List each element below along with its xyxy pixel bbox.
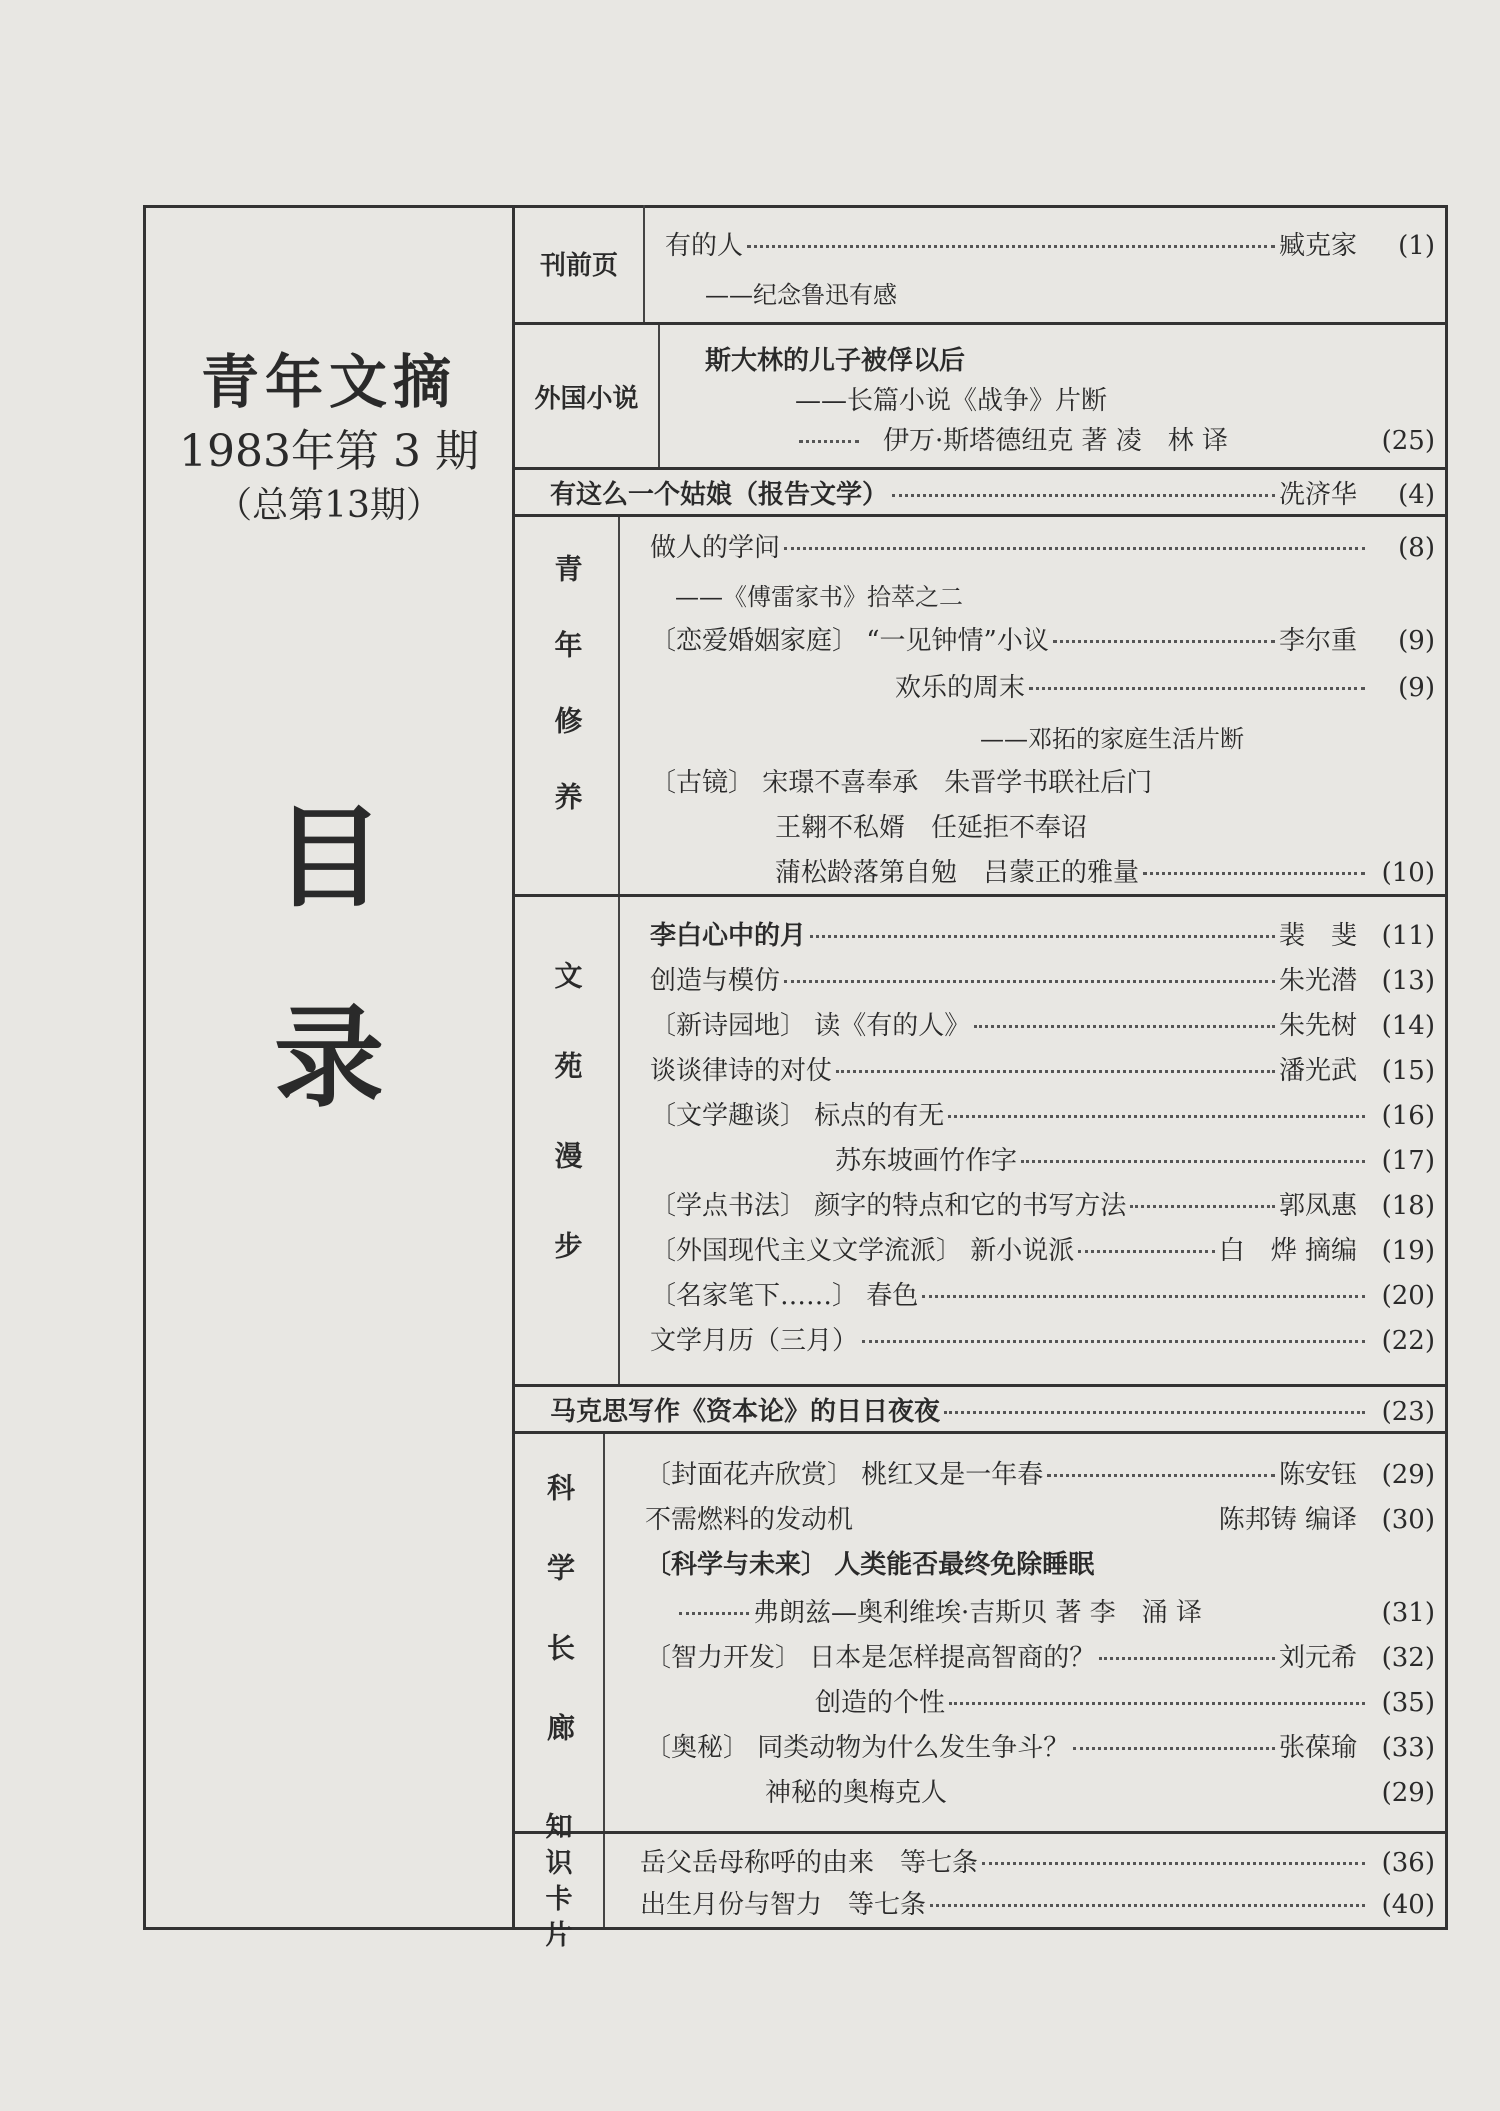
entry-author: 张葆瑜 [1278,1733,1357,1763]
entry-title: 有这么一个姑娘（报告文学） [550,479,889,509]
toc-entry[interactable] [650,1320,1435,1360]
entry-title: 王翱不私婿 任延拒不奉诏 [775,813,1088,843]
entry-page: (31) [1381,1598,1435,1628]
entry-author: 白 烨 摘编 [1218,1236,1357,1266]
entry-subtitle: ——纪念鲁迅有感 [705,281,897,309]
leader-dots [1029,687,1365,690]
entry-page: (36) [1381,1848,1435,1878]
entry-page: (40) [1381,1890,1435,1920]
section-label [515,1434,605,1831]
toc-entry[interactable] [650,1230,1435,1270]
magazine-title: 青年文摘 [200,350,457,415]
leader-dots [1143,872,1365,875]
entry-page: (23) [1381,1397,1435,1427]
toc-entry[interactable] [815,1682,1435,1722]
entry-page: (29) [1381,1460,1435,1490]
toc-entry-credit [675,1592,1435,1632]
entry-author: 臧克家 [1278,231,1357,261]
entry-title: 〔智力开发〕 日本是怎样提高智商的？ [645,1643,1096,1673]
toc-entry[interactable] [650,762,1435,802]
entry-title: 苏东坡画竹作字 [835,1146,1018,1176]
leader-dots [1130,1205,1275,1208]
entry-author: 弗朗兹—奥利维埃·吉斯贝 著 李 涌 译 [753,1598,1203,1628]
section-wenyuan [515,897,1445,1387]
leader-dots [862,1340,1365,1343]
leader-dots [982,1862,1365,1865]
entry-author: 李尔重 [1278,626,1357,656]
toc-entry-credit [795,420,1435,460]
section-label [515,897,620,1384]
entry-title: 〔学点书法〕 颜字的特点和它的书写方法 [650,1191,1127,1221]
leader-dots [974,1025,1275,1028]
section-label: 刊前页 [515,205,645,322]
toc-entry[interactable] [650,915,1435,955]
toc-entry[interactable] [650,1185,1435,1225]
entry-title: 〔恋爱婚姻家庭〕 “一见钟情”小议 [650,626,1049,656]
entry-page: (15) [1381,1056,1435,1086]
total-issue: （总第13期） [216,485,442,526]
toc-entry[interactable] [650,1095,1435,1135]
entry-title: 〔古镜〕 宋璟不喜奉承 朱晋学书联社后门 [650,768,1153,798]
entry-author: 伊万·斯塔德纽克 著 凌 林 译 [883,426,1229,456]
entry-author: 郭凤惠 [1278,1191,1357,1221]
entry-title: 马克思写作《资本论》的日日夜夜 [550,1396,941,1426]
entry-author: 裴 斐 [1278,921,1357,951]
toc-entry[interactable] [650,960,1435,1000]
entry-title: 有的人 [665,231,744,261]
entry-title: 不需燃料的发动机 [645,1505,854,1535]
entry-page: (10) [1381,858,1435,888]
section-makesi [515,1387,1445,1434]
section-label-text: 文苑漫步 [551,960,583,1321]
entry-title: 文学月历（三月） [650,1326,859,1356]
leader-dots [922,1295,1365,1298]
leader-dots [1073,1747,1275,1750]
heading-lu: 录 [274,997,384,1120]
entry-author: 朱先树 [1278,1011,1357,1041]
section-xiuyang [515,517,1445,897]
toc-entry[interactable] [665,225,1435,265]
heading-mu: 目 [274,797,384,920]
entry-page: (30) [1381,1505,1435,1535]
toc-entry[interactable] [650,527,1435,567]
entry-title: 蒲松龄落第自勉 吕蒙正的雅量 [775,858,1140,888]
section-label: 知识卡片 [515,1834,605,1927]
entry-page: (19) [1381,1236,1435,1266]
entry-title: 〔新诗园地〕 读《有的人》 [650,1011,971,1041]
toc-entry[interactable] [640,1884,1435,1924]
toc-entry[interactable] [645,1727,1435,1767]
leader-dots [1047,1474,1275,1477]
entry-author: 潘光武 [1278,1056,1357,1086]
entry-title: 斯大林的儿子被俘以后 [705,345,966,375]
entry-page: (9) [1398,673,1435,703]
section-zhishi [515,1811,1445,1950]
entry-title: 〔封面花卉欣赏〕 桃红又是一年春 [645,1460,1044,1490]
toc-entry[interactable] [650,1005,1435,1045]
entry-title: 创造的个性 [815,1688,946,1718]
leader-dots [892,494,1275,497]
entry-page: (22) [1381,1326,1435,1356]
entry-page: (17) [1381,1146,1435,1176]
leader-dots [930,1904,1365,1907]
entry-title: 创造与模仿 [650,966,781,996]
entry-page: (16) [1381,1101,1435,1131]
toc-entry[interactable] [640,1842,1435,1882]
entry-author: 朱光潜 [1278,966,1357,996]
leader-dots [810,935,1275,938]
toc-entry[interactable] [765,1772,1435,1812]
toc-entry[interactable] [705,340,1435,380]
leader-dots [679,1612,749,1615]
leader-dots [784,547,1365,550]
entry-title: 神秘的奥梅克人 [765,1778,948,1808]
section-guniang [515,470,1445,517]
entry-title: 〔科学与未来〕 人类能否最终免除睡眠 [645,1549,1095,1579]
leader-dots [1021,1160,1365,1163]
entry-page: (32) [1381,1643,1435,1673]
issue-number: 1983年第 3 期 [179,426,479,477]
entry-title: 岳父岳母称呼的由来 等七条 [640,1848,979,1878]
entry-page: (25) [1381,426,1435,456]
entry-page: (8) [1398,533,1435,563]
entry-page: (20) [1381,1281,1435,1311]
leader-dots [1078,1250,1214,1253]
toc-entry[interactable] [645,1454,1435,1494]
toc-entry[interactable] [775,807,1435,847]
entry-page: (18) [1381,1191,1435,1221]
entry-page: (11) [1381,921,1435,951]
entry-page: (35) [1381,1688,1435,1718]
toc-entry[interactable] [645,1544,1435,1584]
section-label-text: 科学长廊 [544,1472,575,1793]
entry-title: 〔奥秘〕 同类动物为什么发生争斗？ [645,1733,1070,1763]
entry-page: (33) [1381,1733,1435,1763]
entry-author: 陈安钰 [1278,1460,1357,1490]
entry-page: (9) [1398,626,1435,656]
entry-subtitle: ——《傅雷家书》拾萃之二 [675,583,963,611]
entry-page: (4) [1398,480,1435,510]
toc-entry[interactable] [650,1050,1435,1090]
toc-entry[interactable] [775,852,1435,892]
leader-dots [949,1702,1365,1705]
entry-title: 做人的学问 [650,533,781,563]
entry-title: 出生月份与智力 等七条 [640,1890,927,1920]
leader-dots [747,245,1275,248]
entry-subtitle: ——长篇小说《战争》片断 [795,386,1108,416]
leader-dots [1053,640,1275,643]
section-label-text: 青年修养 [551,553,583,858]
entry-title: 〔名家笔下……〕 春色 [650,1281,919,1311]
leader-dots [836,1070,1275,1073]
leader-dots [1099,1657,1275,1660]
toc-entry[interactable] [550,1391,1435,1431]
entry-page: (29) [1381,1778,1435,1808]
entry-subtitle: ——邓拓的家庭生活片断 [980,725,1244,753]
section-label [515,517,620,894]
section-kexue [515,1434,1445,1834]
toc-entry[interactable] [650,1275,1435,1315]
section-kanqian [515,205,1445,325]
toc-entry[interactable] [835,1140,1435,1180]
entry-title: 谈谈律诗的对仗 [650,1056,833,1086]
entry-page: (13) [1381,966,1435,996]
toc-entry[interactable] [645,1637,1435,1677]
entry-title: 李白心中的月 [650,920,807,950]
entry-title: 〔文学趣谈〕 标点的有无 [650,1101,945,1131]
entry-page: (1) [1398,231,1435,261]
leader-dots [799,440,859,443]
section-label: 外国小说 [515,325,660,467]
toc-entry[interactable] [650,620,1435,660]
entry-title: 〔外国现代主义文学流派〕 新小说派 [650,1236,1075,1266]
leader-dots [944,1411,1365,1414]
section-waiguo [515,325,1445,470]
toc-entry[interactable] [550,474,1435,514]
entry-author: 刘元希 [1278,1643,1357,1673]
entry-author: 陈邦铸 编译 [1218,1505,1357,1535]
entry-author: 冼济华 [1278,480,1357,510]
entry-page: (14) [1381,1011,1435,1041]
toc-entry[interactable] [895,667,1435,707]
leader-dots [948,1115,1365,1118]
masthead-column [143,205,515,1930]
entry-title: 欢乐的周末 [895,673,1026,703]
leader-dots [784,980,1275,983]
toc-entry[interactable] [645,1499,1435,1539]
